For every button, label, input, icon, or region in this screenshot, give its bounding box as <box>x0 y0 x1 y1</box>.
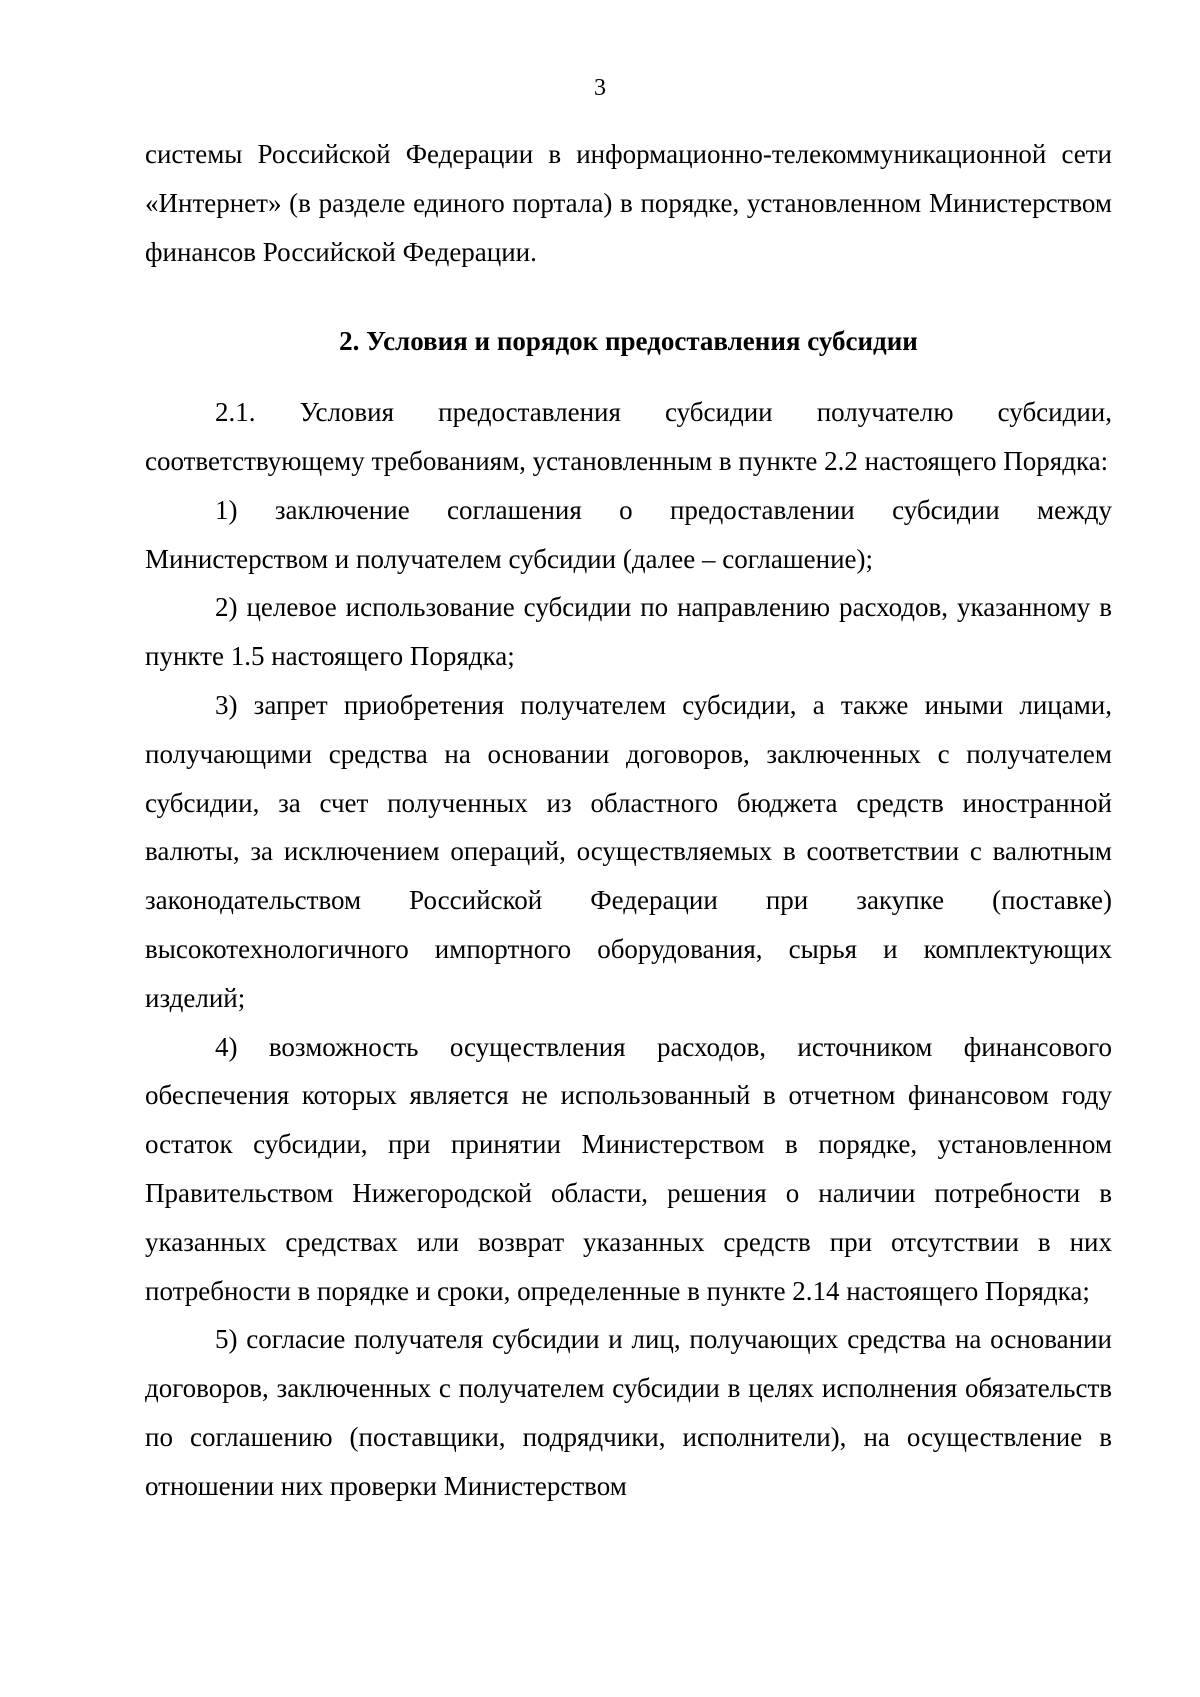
paragraph-2-1: 2.1. Условия предоставления субсидии получателю субсидии, соответствующему требованиям, установленным в пункте 2.2 настоящего Порядка: <box>145 397 1112 476</box>
paragraph-item-5: 5) согласие получателя субсидии и лиц, получающих средства на основании договоров, заключенных с получателем субсидии в целях исполнения обязательств по соглашению (поставщики, подрядчики, исполнители), на осуществление в отношении них проверки Министерством <box>145 1324 1112 1501</box>
paragraph-item-3: 3) запрет приобретения получателем субсидии, а также иными лицами, получающими средства на основании договоров, заключенных с получателем субсидии, за счет полученных из областного бюджета средств иностранной валюты, за исключением операций, осуществляемых в соответствии с валютным законодательством Российской Федерации при закупке (поставке) высокотехнологичного импортного оборудования, сырья и комплектующих изделий; <box>145 689 1112 1013</box>
page-number: 3 <box>594 75 606 101</box>
paragraph-item-1: 1) заключение соглашения о предоставлении субсидии между Министерством и получателем субсидии (далее – соглашение); <box>145 494 1112 574</box>
document-body <box>145 130 1112 1511</box>
intro-paragraph: системы Российской Федерации в информационно-телекоммуникационной сети «Интернет» (в разделе единого портала) в порядке, установленном Министерством финансов Российской Федерации. <box>145 139 1112 267</box>
section-heading: 2. Условия и порядок предоставления субсидии <box>339 326 918 357</box>
paragraph-item-4: 4) возможность осуществления расходов, источником финансового обеспечения которых является не использованный в отчетном финансовом году остаток субсидии, при принятии Министерством в порядке, установленном Правительством Нижегородской области, решения о наличии потребности в указанных средствах или возврат указанных средств при отсутствии в них потребности в порядке и сроки, определенные в пункте 2.14 настоящего Порядка; <box>145 1031 1112 1306</box>
paragraph-item-2: 2) целевое использование субсидии по направлению расходов, указанному в пункте 1.5 настоящего Порядка; <box>145 592 1112 672</box>
